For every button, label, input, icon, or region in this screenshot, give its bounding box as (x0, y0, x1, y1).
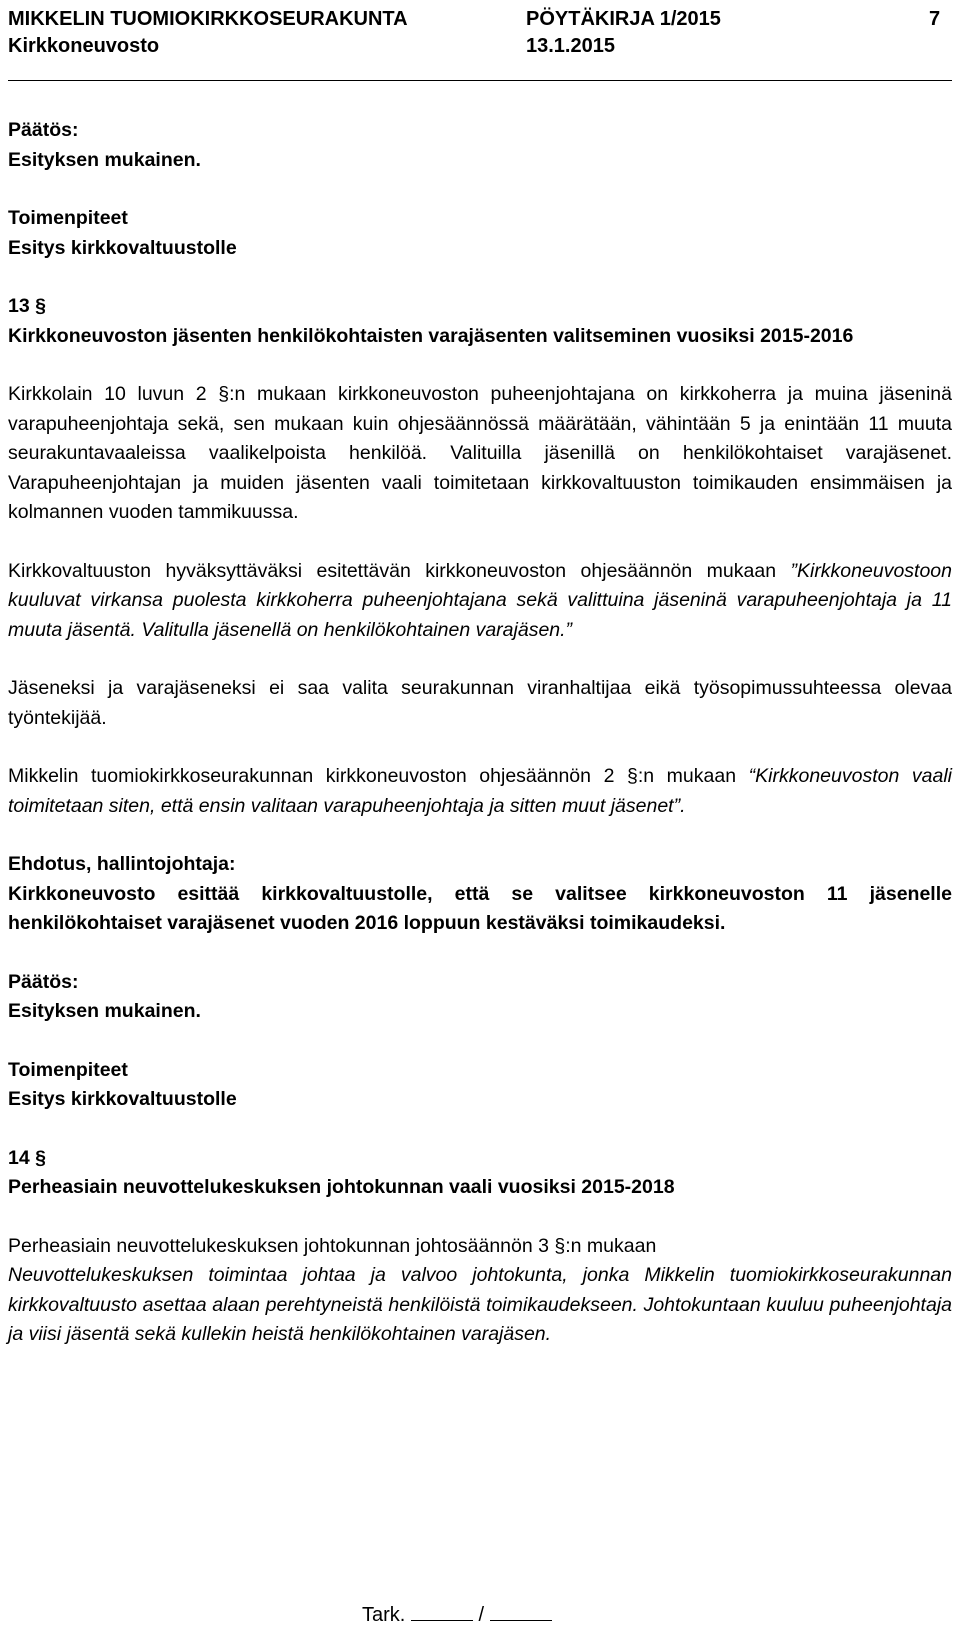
section-14-paragraph-lead: Perheasiain neuvottelukeskuksen johtokunnan johtosäännön 3 §:n mukaan (8, 1234, 657, 1257)
review-label: Tark. (362, 1604, 406, 1626)
meeting-date: 13.1.2015 (526, 35, 615, 57)
header-row-1 (8, 6, 952, 33)
document-body (8, 116, 952, 1350)
section-13-paragraph-1: Kirkkolain 10 luvun 2 §:n mukaan kirkkoneuvoston puheenjohtajana on kirkkoherra ja muina jäseninä varapuheenjohtaja sekä, sen mukaan kuin ohjesäännössä määrätään, vähintään 5 ja enintään 11 muuta seurakuntavaaleissa vaalikelpoista henkilöä. Valituilla jäsenillä on henkilökohtaiset varajäsenet. Varapuheenjohtajan ja muiden jäsenten vaali toimitetaan kirkkovaltuuston toimikauden ensimmäisen ja kolmannen vuoden tammikuussa. (8, 383, 952, 523)
proposal-text: Kirkkoneuvosto esittää kirkkovaltuustolle, että se valitsee kirkkoneuvoston 11 jäsenelle henkilökohtaiset varajäsenet vuoden 2016 loppuun kestäväksi toimikaudeksi. (8, 882, 952, 934)
actions-label: Toimenpiteet (8, 207, 128, 229)
header-divider (8, 80, 952, 81)
section-14-title: Perheasiain neuvottelukeskuksen johtokunnan vaali vuosiksi 2015-2018 (8, 1176, 675, 1198)
signature-blank-2 (490, 1604, 552, 1621)
section-13-paragraph-3: Jäseneksi ja varajäseneksi ei saa valita seurakunnan viranhaltijaa eikä työsopimussuhteessa olevaa työntekijää. (8, 677, 952, 729)
section-13-paragraph-4 (8, 762, 952, 821)
page-number: 7 (929, 8, 941, 30)
p4-lead: Mikkelin tuomiokirkkoseurakunnan kirkkoneuvoston ohjesäännön 2 §:n mukaan (8, 765, 737, 787)
decision-text: Esityksen mukainen. (8, 148, 201, 171)
decision-label: Päätös: (8, 119, 79, 141)
document-title: PÖYTÄKIRJA 1/2015 (526, 8, 721, 30)
actions-text: Esitys kirkkovaltuustolle (8, 236, 237, 259)
decision-text-13: Esityksen mukainen. (8, 1000, 201, 1022)
actions-text-13: Esitys kirkkovaltuustolle (8, 1088, 237, 1110)
section-14-number: 14 § (8, 1146, 46, 1169)
p2-quote: ”Kirkkoneuvostoon kuuluvat virkansa puolesta kirkkoherra puheenjohtajana sekä valittuina jäseninä varapuheenjohtaja ja 11 muuta jäsentä. Valitulla jäsenellä on henkilökohtainen varajäsen.” (8, 559, 952, 641)
p4-quote: “Kirkkoneuvoston vaali toimitetaan siten, että ensin valitaan varapuheenjohtaja ja sitten muut jäsenet”. (8, 765, 953, 817)
meeting-body: Kirkkoneuvosto (8, 35, 160, 57)
decision-label-13: Päätös: (8, 970, 79, 993)
section-13-number: 13 § (8, 295, 46, 317)
page-header (8, 6, 952, 60)
actions-label-13: Toimenpiteet (8, 1058, 128, 1081)
organization-name: MIKKELIN TUOMIOKIRKKOSEURAKUNTA (8, 8, 408, 30)
signature-blank-1 (411, 1604, 473, 1621)
section-14-paragraph-quote: Neuvottelukeskuksen toimintaa johtaa ja valvoo johtokunta, jonka Mikkelin tuomiokirkkoseurakunnan kirkkovaltuusto asettaa alaan perehtyneistä henkilöistä toimikaudekseen. Johtokuntaan kuuluu puheenjohtaja ja viisi jäsentä sekä kullekin heistä henkilökohtainen varajäsen. (8, 1264, 952, 1345)
section-13-paragraph-2 (8, 557, 952, 646)
proposal-label: Ehdotus, hallintojohtaja: (8, 853, 236, 875)
signature-separator: / (478, 1604, 485, 1626)
section-13-title: Kirkkoneuvoston jäsenten henkilökohtaisten varajäsenten valitseminen vuosiksi 2015-2016 (8, 324, 854, 347)
review-signature-line (362, 1604, 552, 1627)
header-row-2 (8, 33, 952, 60)
p2-lead: Kirkkovaltuuston hyväksyttäväksi esitettävän kirkkoneuvoston ohjesäännön mukaan (8, 559, 777, 582)
